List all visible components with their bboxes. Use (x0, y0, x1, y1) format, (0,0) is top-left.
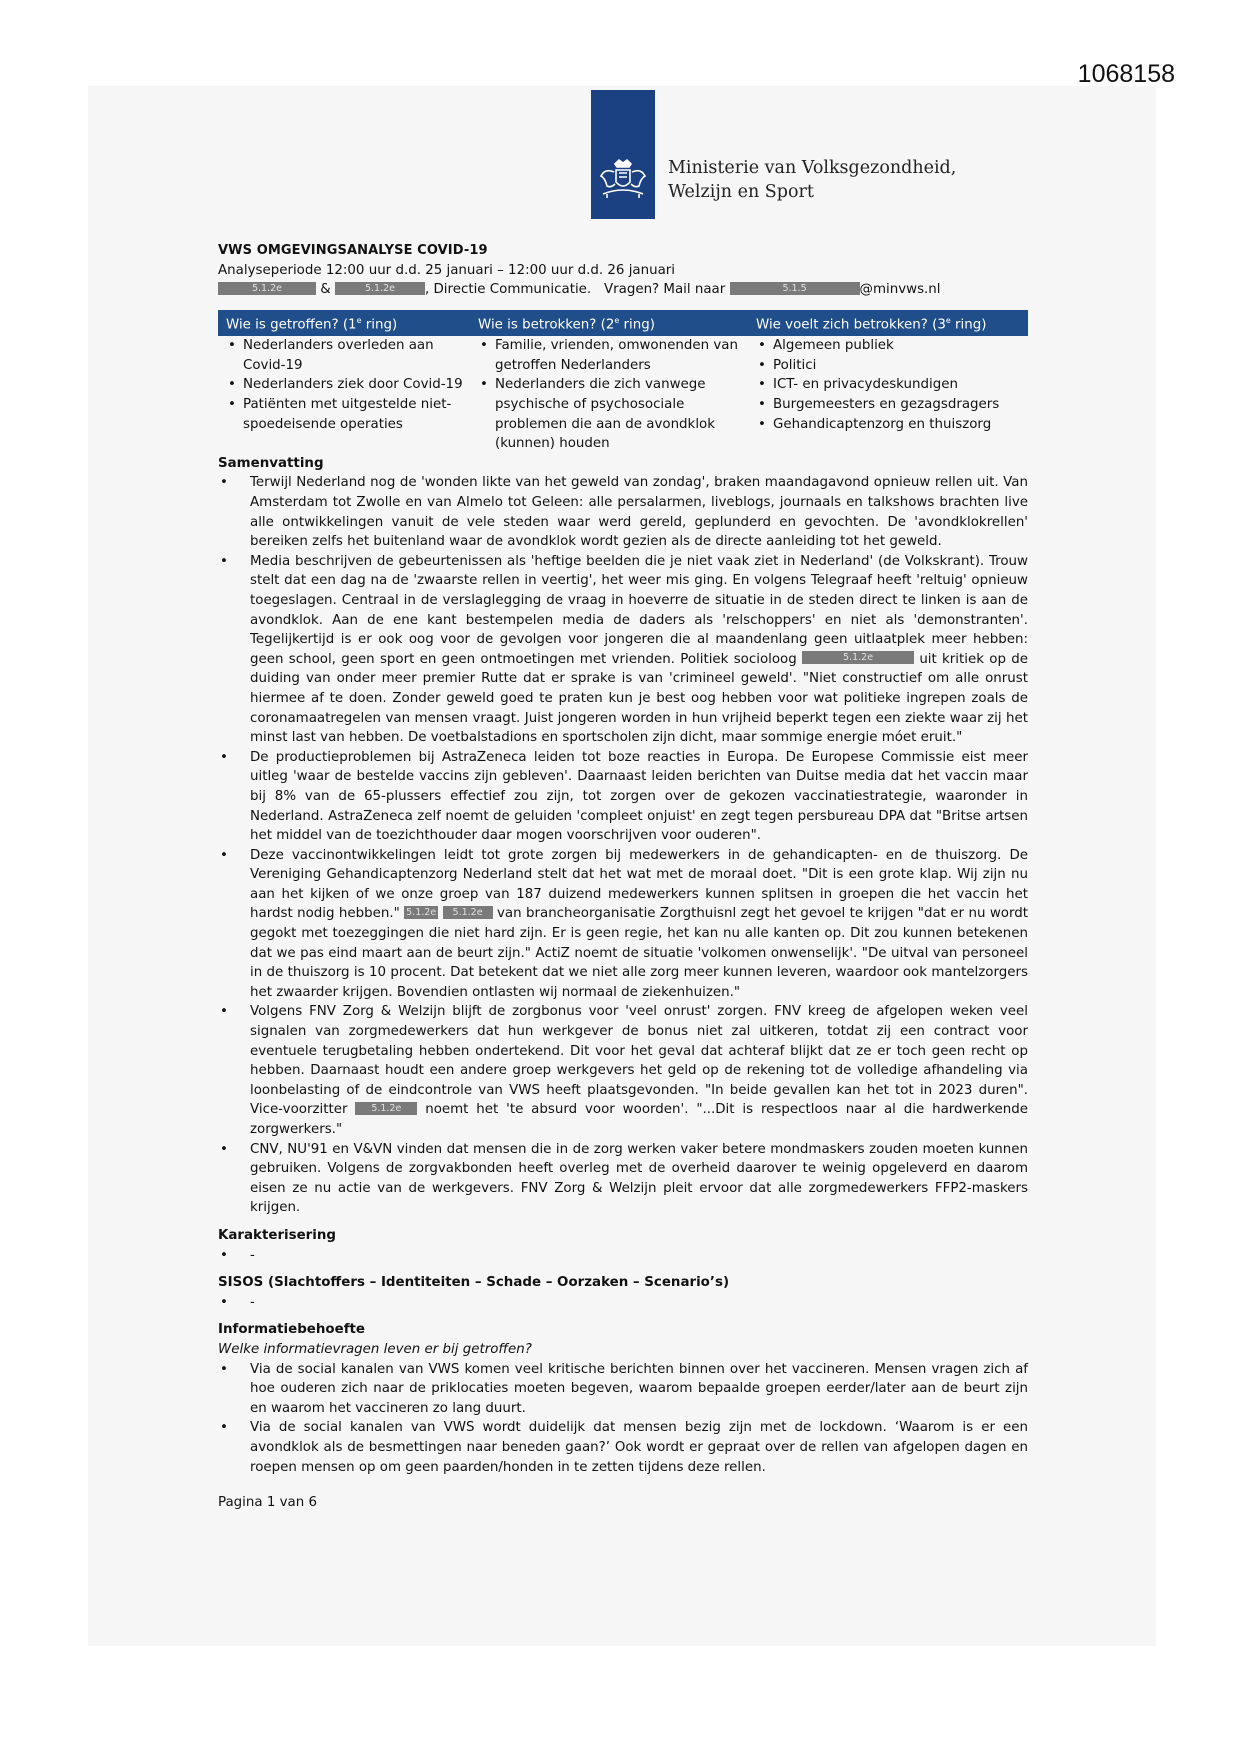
list-item: • Nederlanders die zich vanwege psychische of psychosociale problemen die aan de avondklok (kunnen) houden (495, 375, 748, 453)
list-item: • Via de social kanalen van VWS wordt duidelijk dat mensen bezig zijn met de lockdown. ‘Waarom is er een avondklok als de besmettingen naar beneden gaan?’ Ook wordt er gepraat over de rellen van afgelopen dagen en roepen mensen op om geen paarden/honden in te zetten tijdens deze rellen. (218, 1418, 1028, 1477)
list-item: • Deze vaccinontwikkelingen leidt tot grote zorgen bij medewerkers in de gehandicapten- en de thuiszorg. De Vereniging Gehandicaptenzorg Nederland stelt dat het wat met de moraal doet. "Dit is een grote klap. Wij zijn nu aan het kijken of we onze groep van 187 duizend medewerkers kunnen splitsen in groepen die het vaccin het hardst nodig hebben." 5.1.2e 5.1.2e van brancheorganisatie Zorgthuisnl zegt het gevoel te krijgen "dat er nu wordt gegokt met toezeggingen die niet hard zijn. Er is geen regie, het kan nu alle kanten op. Dit zou kunnen betekenen dat we pas eind maart aan de beurt zijn." ActiZ noemt de situatie 'volkomen onwenselijk'. "De uitval van personeel in de thuiszorg is 10 procent. Dat betekent dat we niet alle zorg meer kunnen leveren, waardoor ook mantelzorgers het zwaarder krijgen. Bovendien ontlasten wij normaal de ziekenhuizen." (218, 846, 1028, 1003)
list-item: • CNV, NU'91 en V&VN vinden dat mensen die in de zorg werken vaker betere mondmaskers zouden moeten kunnen gebruiken. Volgens de zorgvakbonden heeft overleg met de overheid daarover te weinig opgeleverd en daarom eisen ze nu actie van de werkgevers. FNV Zorg & Welzijn pleit ervoor dat alle zorgmedewerkers FFP2-maskers krijgen. (218, 1140, 1028, 1218)
list-item: • Media beschrijven de gebeurtenissen als 'heftige beelden die je niet vaak ziet in Nederland' (de Volkskrant). Trouw stelt dat een dag na de 'zwaarste rellen in veertig', het weer mis ging. En volgens Telegraaf heeft 'reltuig' opnieuw toegeslagen. Centraal in de verslaglegging de vraag in hoeverre de situatie in de steden direct te linken is aan de avondklok. Aan de ene kant bestempelen media de daders als 'relschoppers' en niet als 'demonstranten'. Tegelijkertijd is er ook oog voor de gevolgen voor jongeren die al maandenlang geen uitlaatplek meer hebben: geen school, geen sport en geen ontmoetingen met vrienden. Politiek socioloog 5.1.2e uit kritiek op de duiding van onder meer premier Rutte dat er sprake is van 'crimineel geweld'. "Niet constructief om alle onrust hiermee af te doen. Zonder geweld goed te praten kun je best oog hebben voor wat politieke ingrepen zoals de coronamaatregelen van mensen vraagt. Juist jongeren worden in hun vrijheid beperkt tegen een ziekte waar zij het minst last van hebben. De voetbalstadions en sportscholen zijn dicht, maar sommige energie móet eruit." (218, 552, 1028, 748)
samenvatting-heading: Samenvatting (218, 455, 324, 471)
ministry-name (668, 156, 956, 204)
informatiebehoefte-heading: Informatiebehoefte (218, 1322, 365, 1338)
ministry-line-1: Ministerie van Volksgezondheid, (668, 158, 957, 178)
question-text: Vragen? Mail naar (603, 282, 726, 298)
redaction-box: 5.1.2e (443, 906, 493, 919)
redaction-box: 5.1.2e (406, 906, 437, 918)
list-item: • Algemeen publiek (773, 336, 1028, 356)
page-number: Pagina 1 van 6 (218, 1495, 318, 1510)
list-item: • Politici (773, 356, 1028, 376)
list-item: • Via de social kanalen van VWS komen veel kritische berichten binnen over het vaccineren. Mensen vragen zich af hoe ouderen zich naar de priklocaties moeten begeven, waarom bepaalde groepen eerder/later aan de beurt zijn en waarom het vaccineren zo lang duurt. (218, 1360, 1028, 1419)
ring1-cell (218, 336, 470, 454)
sisos-list (218, 1293, 1028, 1313)
rings-table (218, 310, 1028, 454)
list-item: • Nederlanders ziek door Covid-19 (243, 375, 470, 395)
samenvatting-list (218, 473, 1028, 1218)
ring2-cell (470, 336, 748, 454)
list-item: • Terwijl Nederland nog de 'wonden likte van het geweld van zondag', braken maandagavond opnieuw rellen uit. Van Amsterdam tot Zwolle en van Almelo tot Geleen: alle persalarmen, liveblogs, journaals en talkshows brachten live alle ontwikkelingen vanuit de vele steden waar werd gereld, geplunderd en gevochten. De 'avondklokrellen' bereiken zelfs het buitenland waar de avondklok wordt gezien als de directe aanleiding tot het geweld. (218, 473, 1028, 551)
redaction-box: 5.1.2e (802, 651, 914, 664)
list-item: • Patiënten met uitgestelde niet-spoedeisende operaties (243, 395, 470, 434)
sisos-heading: SISOS (Slachtoffers – Identiteiten – Schade – Oorzaken – Scenario’s) (218, 1275, 730, 1291)
list-item: • Gehandicaptenzorg en thuiszorg (773, 415, 1028, 435)
ring1-header: Wie is getroffen? (1e ring) (218, 310, 470, 336)
ministry-line-2: Welzijn en Sport (668, 182, 814, 202)
list-item: • De productieproblemen bij AstraZeneca leiden tot boze reacties in Europa. De Europese Commissie eist meer uitleg 'waar de bestelde vaccins zijn gebleven'. Daarnaast leiden berichten van Duitse media dat het vaccin maar bij 8% van de 65-plussers effectief zou zijn, tot zorgen over de gekozen vaccinatiestrategie, waaronder in Nederland. AstraZeneca zelf noemt de geluiden 'compleet onjuist' en zegt tegen persbureau DPA dat "Britse artsen het middel van de toezichthouder daar mogen voorschrijven voor ouderen". (218, 748, 1028, 846)
list-item: • ICT- en privacydeskundigen (773, 375, 1028, 395)
ampersand: & (320, 282, 331, 298)
list-item: • - (218, 1293, 1028, 1313)
analysis-period: Analyseperiode 12:00 uur d.d. 25 januari – 12:00 uur d.d. 26 januari (218, 262, 676, 278)
ring3-header: Wie voelt zich betrokken? (3e ring) (748, 310, 1028, 336)
list-item: • Nederlanders overleden aan Covid-19 (243, 336, 470, 375)
ring2-header: Wie is betrokken? (2e ring) (470, 310, 748, 336)
coat-of-arms-icon (595, 158, 651, 200)
list-item: • Burgemeesters en gezagsdragers (773, 395, 1028, 415)
rijksoverheid-logo (591, 90, 655, 219)
mail-suffix: @minvws.nl (859, 282, 941, 298)
karakterisering-list (218, 1246, 1028, 1266)
redaction-box: 5.1.5 (730, 282, 860, 295)
informatiebehoefte-list (218, 1360, 1028, 1478)
directie-text: , Directie Communicatie. (424, 282, 592, 298)
redaction-box: 5.1.2e (335, 282, 425, 295)
document-content (218, 241, 1028, 1477)
contact-line (218, 280, 1028, 300)
karakterisering-heading: Karakterisering (218, 1227, 336, 1243)
ring3-cell (748, 336, 1028, 454)
informatiebehoefte-subheading: Welke informatievragen leven er bij getroffen? (218, 1341, 532, 1357)
document-title: VWS OMGEVINGSANALYSE COVID-19 (218, 243, 488, 258)
redaction-box: 5.1.2e (355, 1102, 417, 1115)
list-item: • - (218, 1246, 1028, 1266)
list-item: • Familie, vrienden, omwonenden van getroffen Nederlanders (495, 336, 748, 375)
document-id: 1068158 (1077, 60, 1175, 88)
list-item: • Volgens FNV Zorg & Welzijn blijft de zorgbonus voor 'veel onrust' zorgen. FNV kreeg de afgelopen weken veel signalen van zorgmedewerkers dat hun werkgever de bonus niet zal uitkeren, totdat zij een contract voor eventuele terugbetaling hebben ondertekend. Dit voor het geval dat achteraf blijkt dat ze er toch geen recht op hebben. Daarnaast houdt een andere groep werkgevers het geld op de rekening tot de volledige afhandeling via loonbelasting of de eindcontrole van VWS heeft plaatsgevonden. "In beide gevallen kan het tot in 2023 duren". Vice-voorzitter 5.1.2e noemt het 'te absurd voor woorden'. "...Dit is respectloos naar al die hardwerkende zorgwerkers." (218, 1002, 1028, 1139)
redaction-box: 5.1.2e (218, 282, 316, 295)
